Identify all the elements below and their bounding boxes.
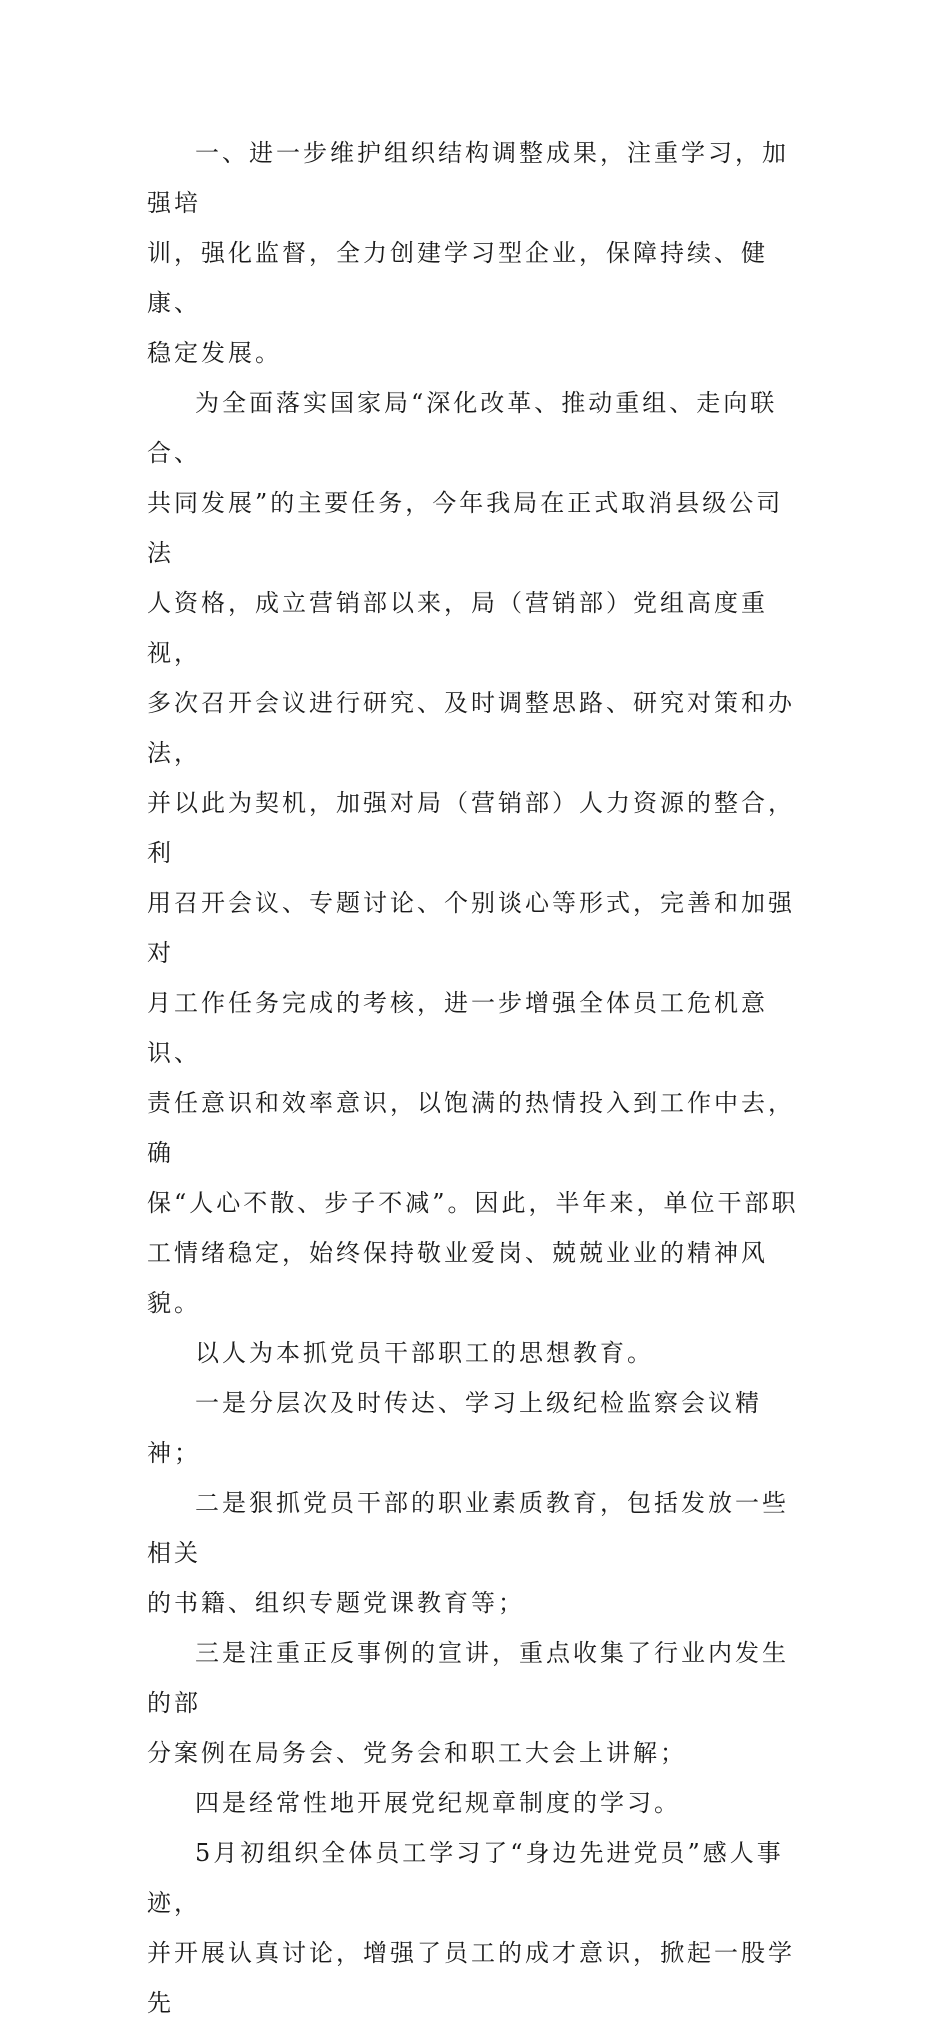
paragraph-may-activity: 5月初组织全体员工学习了“身边先进党员”感人事迹， 并开展认真讨论，增强了员工的成才意识，掀起一股学先 (147, 1839, 795, 2017)
paragraph-point-three: 三是注重正反事例的宣讲，重点收集了行业内发生的部 分案例在局务会、党务会和职工大会上讲解； (147, 1639, 789, 1767)
paragraph-point-four: 四是经常性地开展党纪规章制度的学习。 (195, 1789, 681, 1817)
paragraph-point-one: 一是分层次及时传达、学习上级纪检监察会议精神； (147, 1389, 762, 1467)
document-page (147, 128, 807, 2028)
paragraph-section-heading: 一、进一步维护组织结构调整成果，注重学习，加强培 训，强化监督，全力创建学习型企业，保障持续、健康、 稳定发展。 (147, 139, 789, 367)
paragraph-implementation: 为全面落实国家局“深化改革、推动重组、走向联合、 共同发展”的主要任务，今年我局在正式取消县级公司法 人资格，成立营销部以来，局（营销部）党组高度重视， 多次召开会议进行研究、及时调整思路、研究对策和办法， 并以此为契机，加强对局（营销部）人力资源的整合，利 用召开会议、专题讨论、个别谈心等形式，完善和加强对 月工作任务完成的考核，进一步增强全体员工危机意识、 责任意识和效率意识，以饱满的热情投入到工作中去，确 保“人心不散、步子不减”。因此，半年来，单位干部职 工情绪稳定，始终保持敬业爱岗、兢兢业业的精神风貌。 (147, 389, 799, 1317)
paragraph-education-topic: 以人为本抓党员干部职工的思想教育。 (195, 1339, 654, 1367)
paragraph-point-two: 二是狠抓党员干部的职业素质教育，包括发放一些相关 的书籍、组织专题党课教育等； (147, 1489, 789, 1617)
